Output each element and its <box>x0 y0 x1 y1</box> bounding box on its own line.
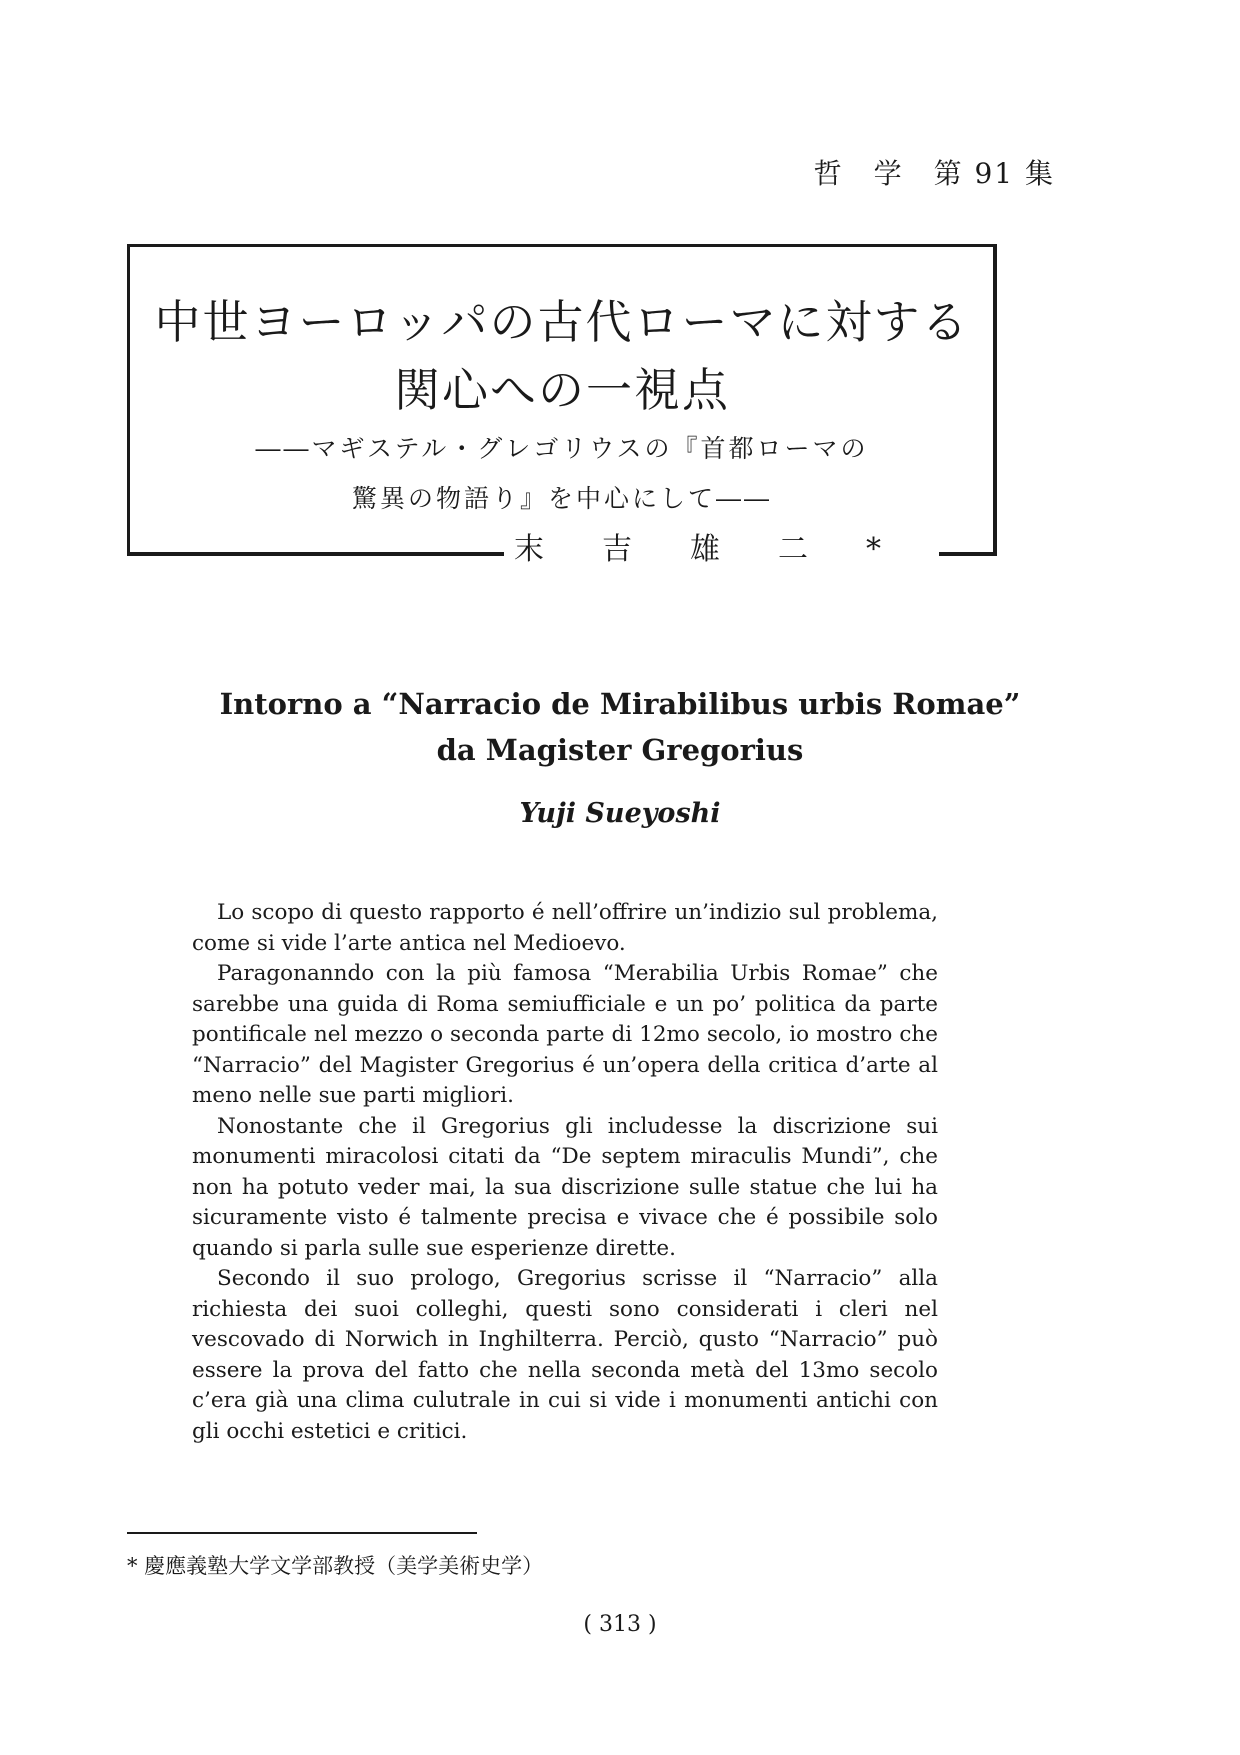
abstract-paragraph-3: Nonostante che il Gregorius gli includesse la discrizione sui monumenti miracolosi citati da “De septem miraculis Mundi”, che non ha potuto veder mai, la sua discrizione sulle statue che lui ha sicuramente visto é talmente precisa e vivace che é possibile solo quando si parla sulle sue esperienze dirette. <box>192 1113 938 1261</box>
journal-header: 哲 学 第 91 集 <box>813 157 1055 190</box>
jp-title-line1: 中世ヨーロッパの古代ローマに対する <box>154 295 970 349</box>
en-title-line1: Intorno a “Narracio de Mirabilibus urbis Romae” <box>219 687 1021 721</box>
abstract-paragraph-4: Secondo il suo prologo, Gregorius scrisse il “Narracio” alla richiesta dei suoi colleghi, questi sono considerati i cleri nel vescovado di Norwich in Inghilterra. Perciò, qusto “Narracio” può essere la prova del fatto che nella seconda metà del 13mo secolo c’era già una clima culutrale in cui si vide i monumenti antichi con gli occhi estetici e critici. <box>192 1266 938 1444</box>
jp-title-line2: 関心への一視点 <box>394 363 730 417</box>
box-border-bottom-right <box>939 552 997 556</box>
footnote: * 慶應義塾大学文学部教授（美学美術史学） <box>127 1554 544 1578</box>
en-author: Yuji Sueyoshi <box>519 798 721 829</box>
box-border-top <box>127 244 997 247</box>
jp-subtitle-line2: 驚異の物語り』を中心にして―― <box>351 484 772 513</box>
jp-author: 末吉雄二* <box>504 524 939 568</box>
en-title-line2: da Magister Gregorius <box>436 733 804 767</box>
abstract-paragraph-2: Paragonanndo con la più famosa “Merabilia Urbis Romae” che sarebbe una guida di Roma semiufficiale e un po’ politica da parte pontificale nel mezzo o seconda parte di 12mo secolo, io mostro che “Narracio” del Magister Gregorius é un’opera della critica d’arte al meno nelle sue parti migliori. <box>192 961 938 1108</box>
jp-subtitle-line1: ――マギステル・グレゴリウスの『首都ローマの <box>255 434 869 463</box>
title-box <box>127 244 997 567</box>
abstract-paragraph-1: Lo scopo di questo rapporto é nell’offrire un’indizio sul problema, come si vide l’arte antica nel Medioevo. <box>192 900 938 956</box>
page-number: ( 313 ) <box>583 1612 657 1637</box>
abstract <box>192 898 938 1447</box>
footnote-rule <box>127 1532 477 1534</box>
